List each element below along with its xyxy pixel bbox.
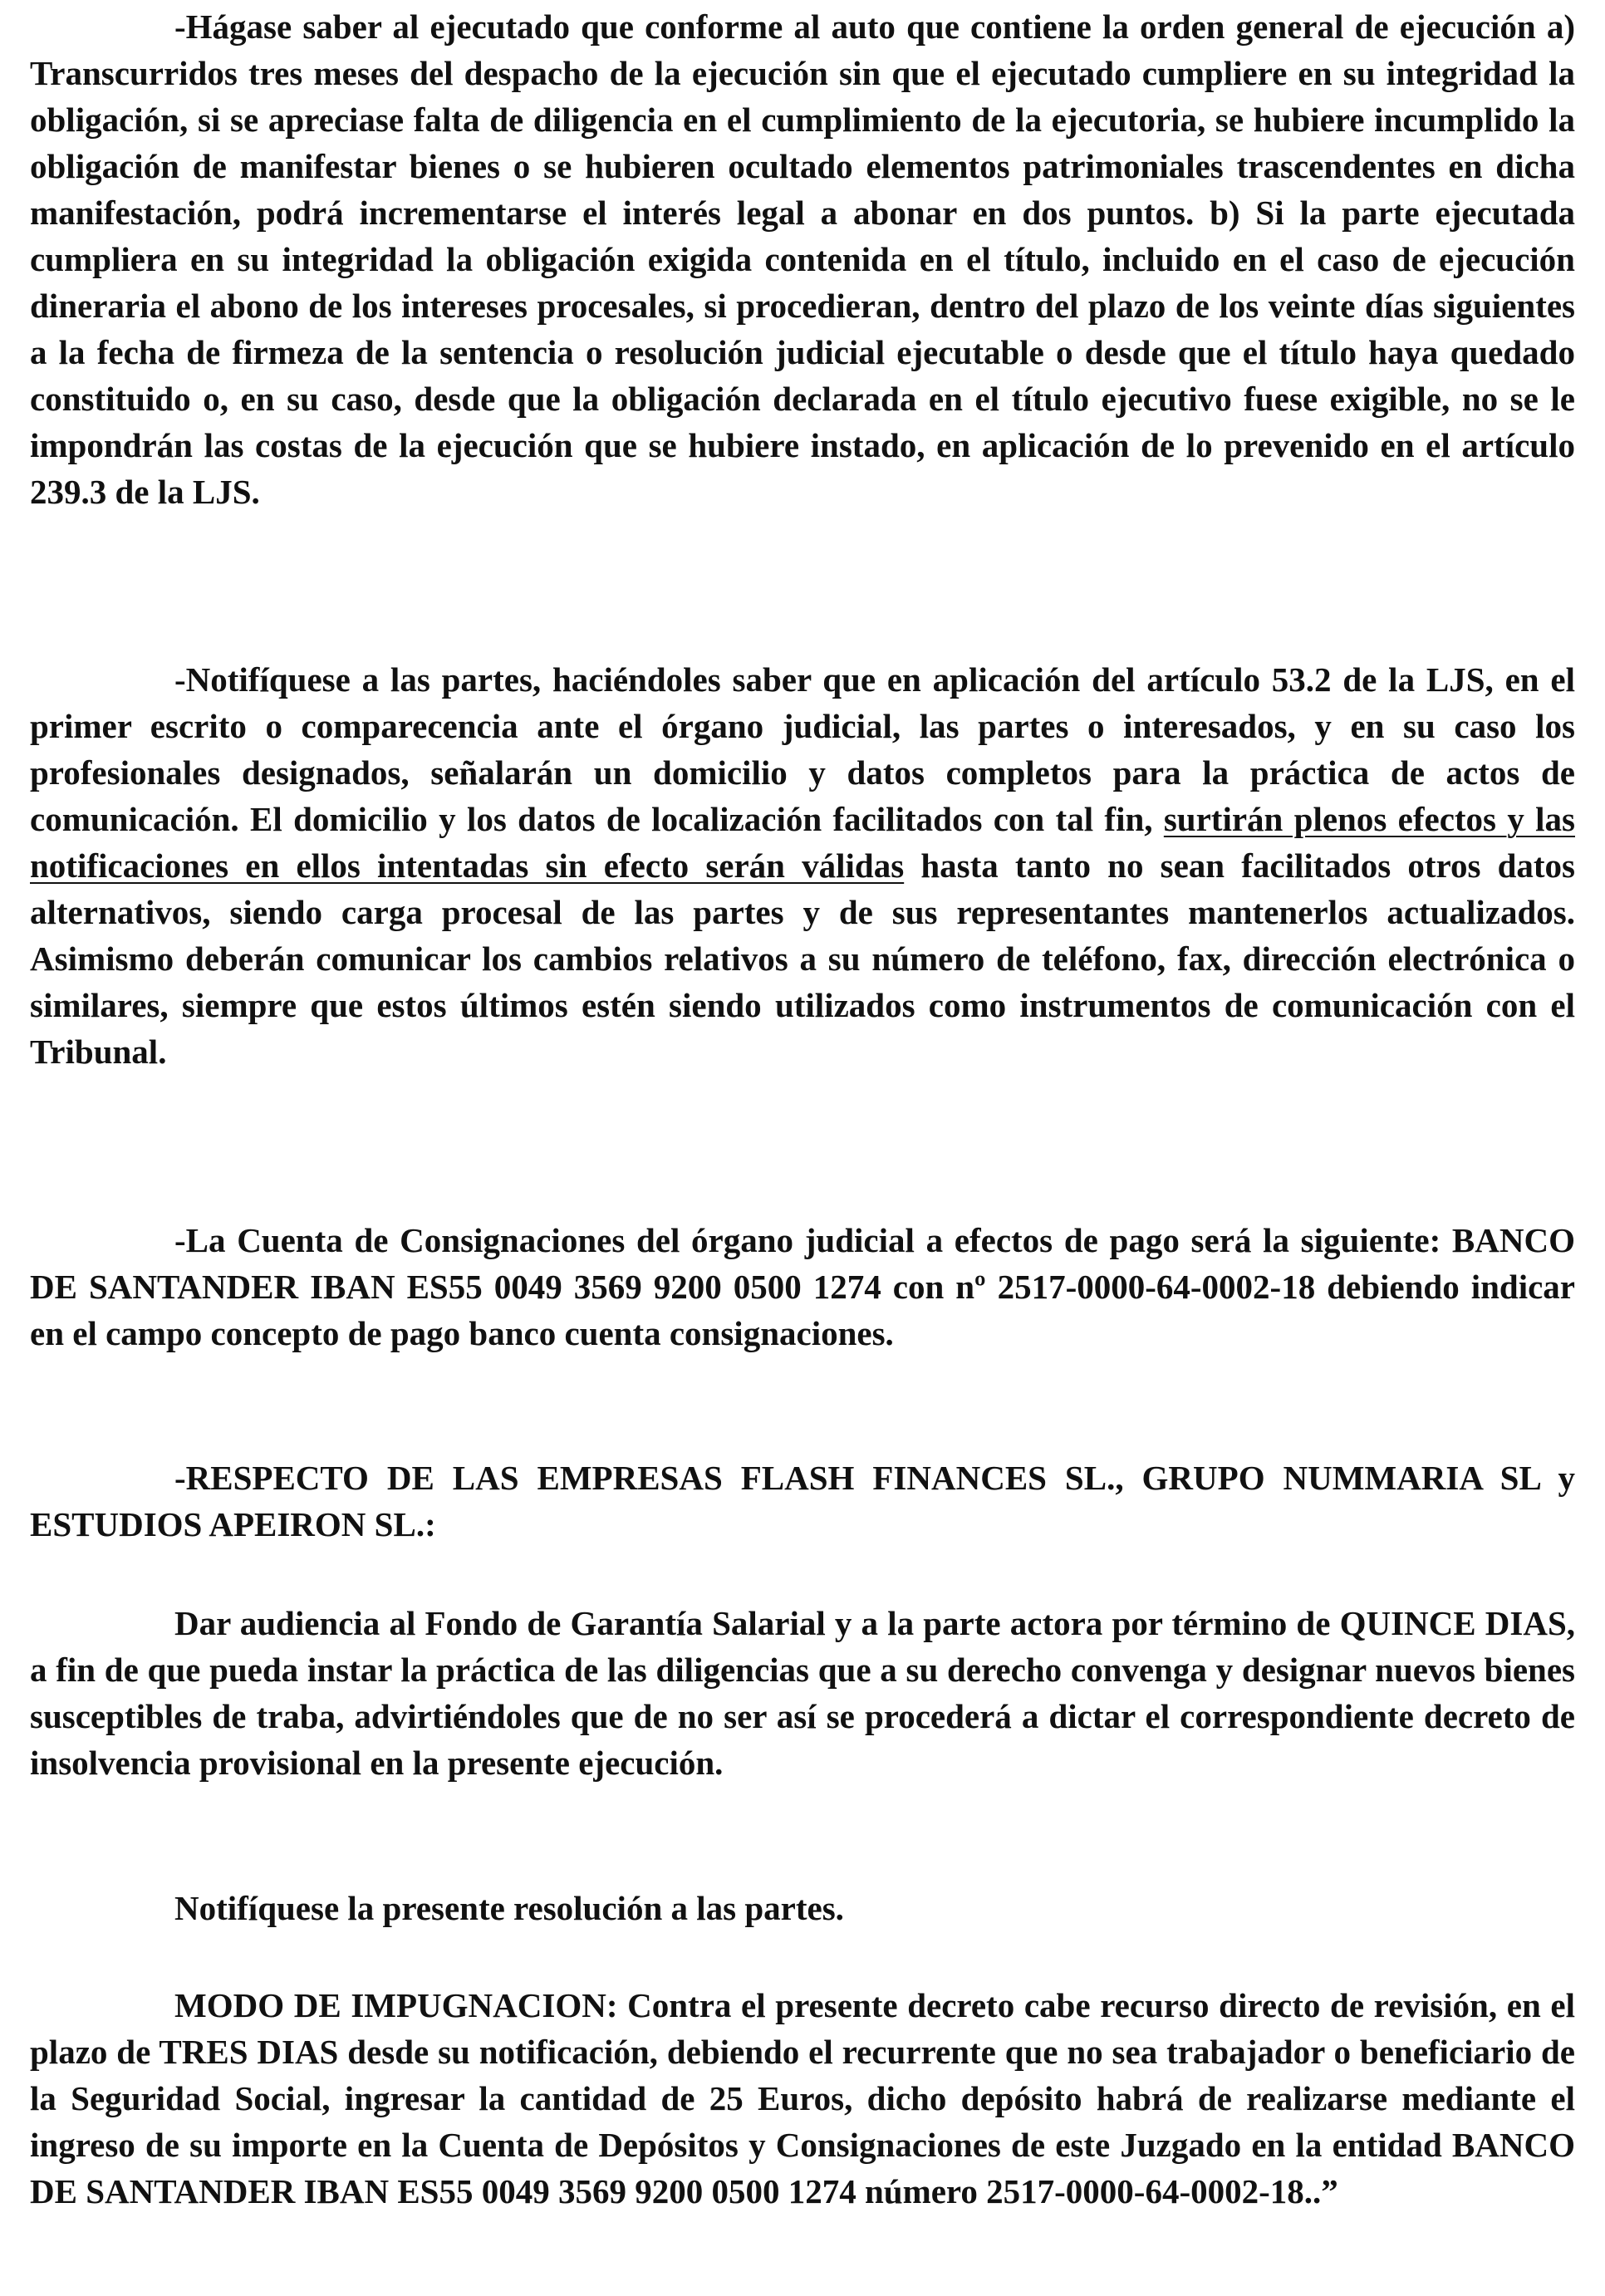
companies-heading-end: ESTUDIOS APEIRON SL.: [30, 1505, 436, 1543]
paragraph-respecto-empresas [30, 1455, 1575, 1548]
impugnacion-heading: MODO DE IMPUGNACION: [174, 1986, 618, 2024]
paragraph-text-after: hasta tanto no sean facilitados otros datos alternativos, siendo carga procesal de las partes y de sus representantes mantenerlos actualizados. Asimismo deberán comunicar los cambios relativos a su número de teléfono, fax, dirección electrónica o similares, siempre que estos últimos estén siendo utilizados como instrumentos de comunicación con el Tribunal. [30, 846, 1575, 1071]
companies-and: y [1539, 1459, 1576, 1497]
paragraph-text: Notifíquese la presente resolución a las partes. [174, 1889, 844, 1927]
term-quince-dias: QUINCE DIAS [1339, 1604, 1567, 1642]
paragraph-modo-impugnacion [30, 1982, 1575, 2215]
document-page [30, 0, 1575, 2296]
paragraph-notifiquese [30, 1885, 1575, 1931]
companies-heading: -RESPECTO DE LAS EMPRESAS FLASH FINANCES SL., GRUPO NUMMARIA SL [174, 1459, 1540, 1497]
paragraph-notificacion-domicilio [30, 656, 1575, 1075]
paragraph-text-rest: , a fin de que pueda instar la práctica de las diligencias que a su derecho convenga y designar nuevos bienes susceptibles de traba, advirtiéndoles que de no ser así se procederá a dictar el correspondiente decreto de insolvencia provisional en la presente ejecución. [30, 1604, 1575, 1782]
paragraph-ejecucion-intereses [30, 3, 1575, 515]
paragraph-text-before: -Notifíquese a las partes, haciéndoles saber que en aplicación del artículo 53.2 de la LJS, en el primer escrito o comparecencia ante el órgano judicial, las partes o interesados, y en su caso los profesionales designados, señalarán un domicilio y datos completos para la práctica de actos de comunicación. El domicilio y los datos de localización facilitados con tal fin, [30, 660, 1575, 838]
paragraph-text: -La Cuenta de Consignaciones del órgano judicial a efectos de pago será la siguiente: BANCO DE SANTANDER IBAN ES55 0049 3569 9200 0500 1274 con nº 2517-0000-64-0002-18 debiendo indicar en el campo concepto de pago banco cuenta consignaciones. [30, 1221, 1575, 1352]
paragraph-text: -Hágase saber al ejecutado que conforme al auto que contiene la orden general de ejecución a) Transcurridos tres meses del despacho de la ejecución sin que el ejecutado cumpliere en su integridad la obligación, si se apreciase falta de diligencia en el cumplimiento de la ejecutoria, se hubiere incumplido la obligación de manifestar bienes o se hubieren ocultado elementos patrimoniales trascendentes en dicha manifestación, podrá incrementarse el interés legal a abonar en dos puntos. b) Si la parte ejecutada cumpliera en su integridad la obligación exigida contenida en el título, incluido en el caso de ejecución dineraria el abono de los intereses procesales, si procedieran, dentro del plazo de los veinte días siguientes a la fecha de firmeza de la sentencia o resolución judicial ejecutable o desde que el título haya quedado constituido o, en su caso, desde que la obligación declarada en el título ejecutivo fuese exigible, no se le impondrán las costas de la ejecución que se hubiere instado, en aplicación de lo prevenido en el artículo 239.3 de la LJS. [30, 7, 1575, 511]
underlined-text: surtirán plenos efectos y las notificaciones en ellos intentadas sin efecto serán válidas [30, 800, 1575, 885]
paragraph-text-start: Dar audiencia al Fondo de Garantía Salarial y a la parte actora por término de [174, 1604, 1340, 1642]
impugnacion-body: Contra el presente decreto cabe recurso directo de revisión, en el plazo de TRES DIAS desde su notificación, debiendo el recurrente que no sea trabajador o beneficiario de la Seguridad Social, ingresar la cantidad de 25 Euros, dicho depósito habrá de realizarse mediante el ingreso de su importe en la Cuenta de Depósitos y Consignaciones de este Juzgado en la entidad BANCO DE SANTANDER IBAN ES55 0049 3569 9200 0500 1274 número 2517-0000-64-0002-18..” [30, 1986, 1575, 2210]
paragraph-audiencia-fogasa [30, 1600, 1575, 1786]
paragraph-cuenta-consignaciones [30, 1217, 1575, 1357]
